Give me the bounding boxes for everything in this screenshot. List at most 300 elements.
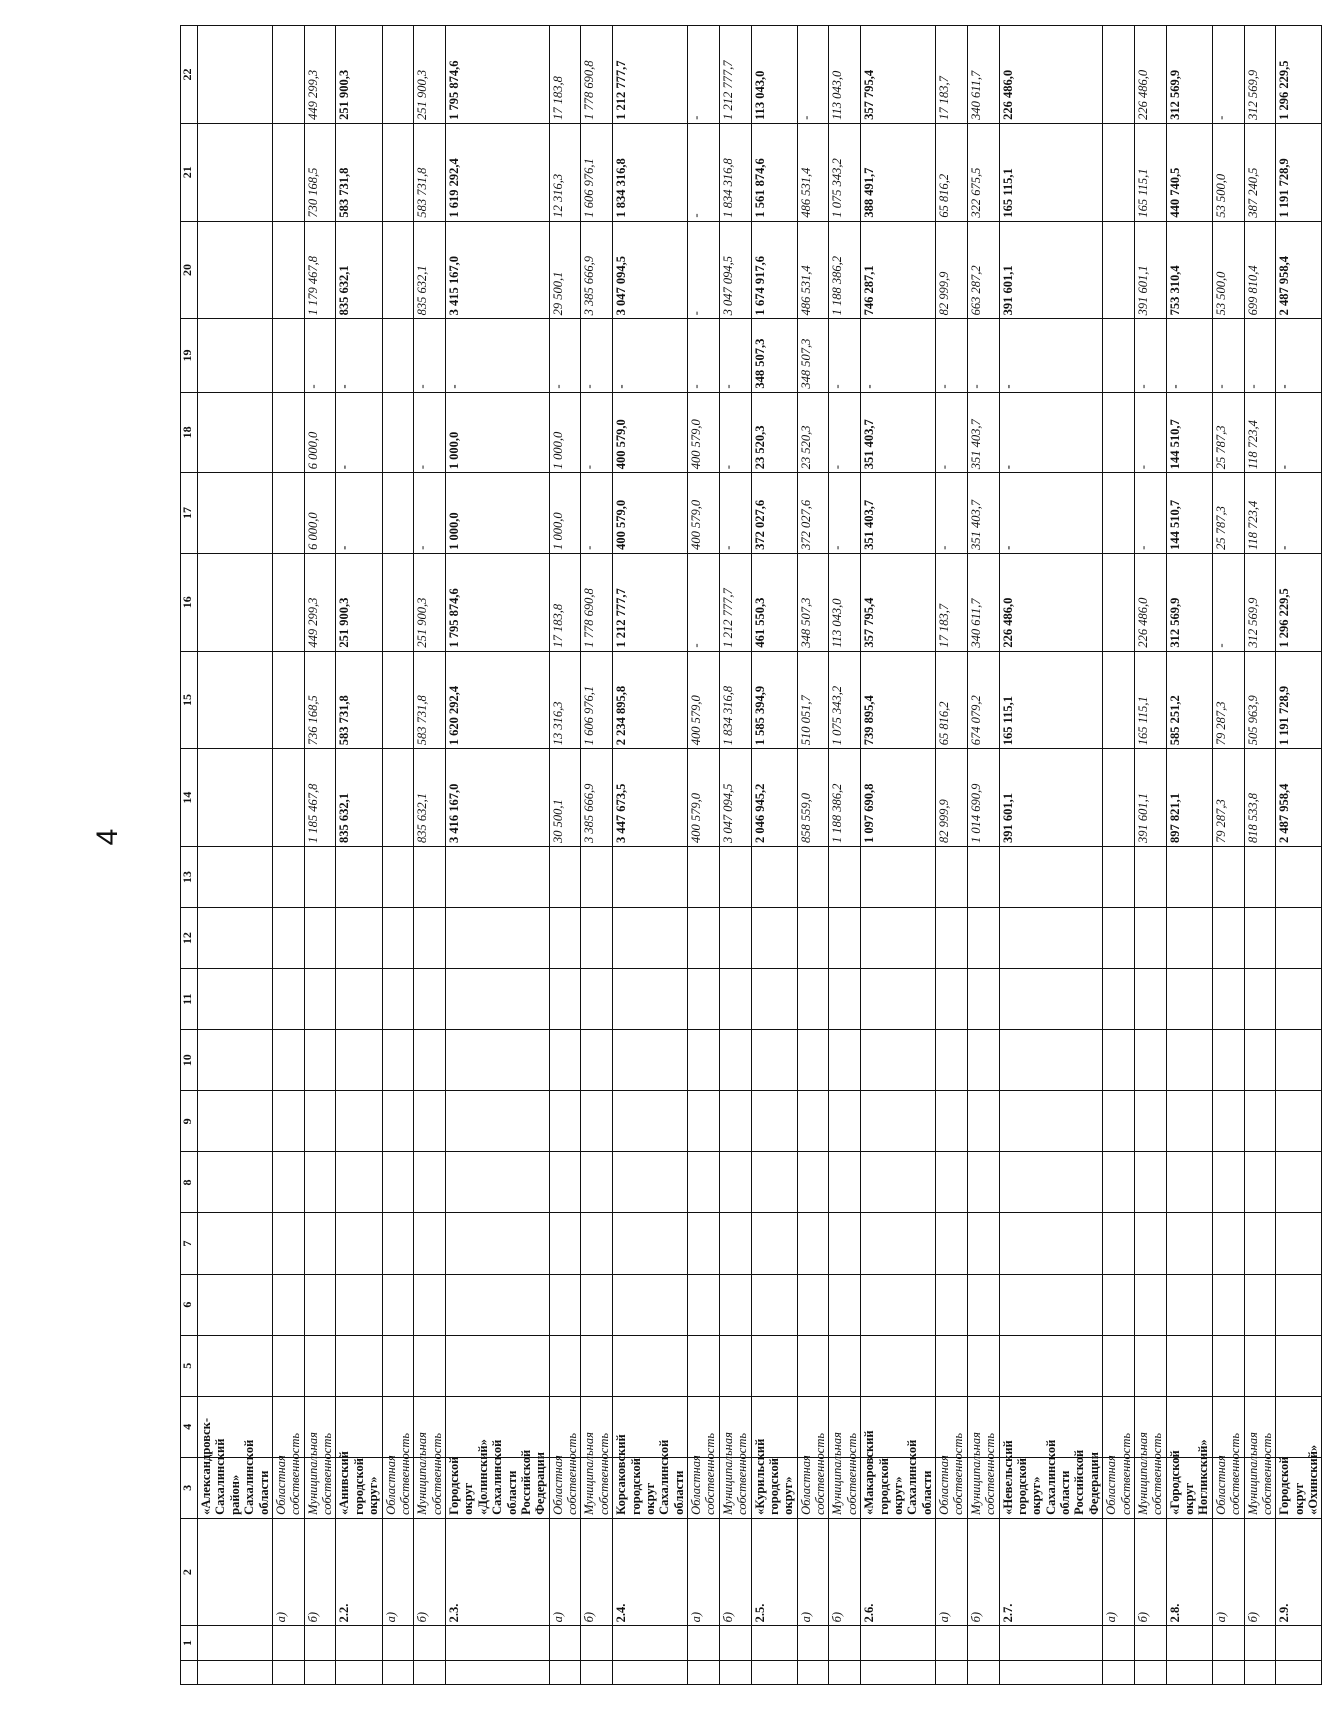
table-cell: 1 620 292,4 [446,651,550,749]
column-header: 5 [181,1335,198,1396]
table-cell [382,908,414,969]
table-cell [967,1335,999,1396]
table-cell [336,1660,382,1684]
table-cell [1244,1152,1276,1213]
table-cell: 835 632,1 [336,749,382,847]
table-cell [414,969,446,1030]
table-cell [719,1626,751,1660]
table-cell [581,1335,613,1396]
table-cell: - [414,392,446,473]
table-cell: - [688,553,720,651]
table-cell [1244,969,1276,1030]
table-cell [719,908,751,969]
table-cell: Муниципальная собственность [1244,1457,1276,1518]
table-cell [1276,1152,1322,1213]
table-cell [967,969,999,1030]
table-cell [336,1030,382,1091]
table-cell: 165 115,1 [999,651,1103,749]
table-cell: 1 179 467,8 [304,221,336,319]
table-cell [613,1030,688,1091]
table-cell [613,847,688,908]
table-cell: 387 240,5 [1244,123,1276,221]
table-cell: 348 507,3 [751,319,797,392]
table-cell [1103,26,1135,124]
table-cell: б) [304,1518,336,1626]
table-cell [1244,908,1276,969]
table-cell: 1 778 690,8 [581,26,613,124]
table-cell [1166,908,1212,969]
table-cell: 583 731,8 [336,123,382,221]
table-cell [549,1213,581,1274]
table-cell [382,1091,414,1152]
table-cell [967,1626,999,1660]
table-cell: Муниципальная собственность [1134,1457,1166,1518]
table-cell: 1 834 316,8 [613,123,688,221]
table-cell [936,1660,968,1684]
table-cell: 351 403,7 [861,392,936,473]
table-cell [861,1030,936,1091]
table-cell: 3 385 666,9 [581,749,613,847]
table-cell: 372 027,6 [797,473,829,554]
table-cell: 1 795 874,6 [446,26,550,124]
table-cell [549,1030,581,1091]
table-cell [613,1626,688,1660]
table-row [549,26,581,1685]
table-cell: 251 900,3 [336,26,382,124]
table-cell: - [1276,319,1322,392]
table-cell [999,1274,1103,1335]
table-cell: - [1276,473,1322,554]
table-cell [613,1274,688,1335]
table-cell [1134,1274,1166,1335]
table-cell [414,1152,446,1213]
table-cell [272,473,304,554]
table-cell [999,969,1103,1030]
table-cell: - [1166,319,1212,392]
column-header: 7 [181,1213,198,1274]
table-row [304,26,336,1685]
table-cell [414,847,446,908]
table-cell [829,1152,861,1213]
table-cell: 1 191 728,9 [1276,123,1322,221]
table-cell: 1 606 976,1 [581,123,613,221]
table-cell: 1 561 874,6 [751,123,797,221]
table-cell: - [1244,319,1276,392]
table-cell [751,1152,797,1213]
table-cell: 400 579,0 [613,392,688,473]
table-cell: 3 416 167,0 [446,749,550,847]
table-cell: 1 191 728,9 [1276,651,1322,749]
table-cell [1103,1335,1135,1396]
table-cell [198,969,273,1030]
table-cell: 1 185 467,8 [304,749,336,847]
table-cell [198,319,273,392]
table-cell: 6 000,0 [304,473,336,554]
table-cell [382,392,414,473]
table-cell [581,1091,613,1152]
table-cell [304,908,336,969]
table-cell [829,1335,861,1396]
table-cell [1103,1152,1135,1213]
table-cell [936,1152,968,1213]
table-cell [719,1030,751,1091]
table-cell: 165 115,1 [1134,651,1166,749]
table-cell [1166,847,1212,908]
table-cell [1103,392,1135,473]
table-cell: «Невельский городской округ» Сахалинской области Российской Федерации [999,1457,1103,1518]
table-cell [446,1274,550,1335]
table-cell [272,1030,304,1091]
table-cell [272,749,304,847]
table-cell [446,1660,550,1684]
table-cell: - [336,392,382,473]
table-cell [272,847,304,908]
rotated-table-container [180,25,1320,1685]
column-header: 11 [181,969,198,1030]
table-cell [751,1626,797,1660]
table-cell: 340 611,7 [967,26,999,124]
table-cell: 2 487 958,4 [1276,749,1322,847]
table-cell: - [967,319,999,392]
table-cell: 858 559,0 [797,749,829,847]
table-cell: 82 999,9 [936,749,968,847]
table-cell: а) [549,1518,581,1626]
table-cell [797,1335,829,1396]
table-cell: - [581,392,613,473]
table-cell: 753 310,4 [1166,221,1212,319]
table-cell: 251 900,3 [414,26,446,124]
column-header: 2 [181,1518,198,1626]
table-cell: 391 601,1 [1134,221,1166,319]
table-cell [613,1660,688,1684]
table-cell [549,1274,581,1335]
table-cell: 25 787,3 [1212,392,1244,473]
table-cell: - [549,319,581,392]
table-cell [336,1396,382,1457]
table-cell [967,1091,999,1152]
table-cell: 65 816,2 [936,651,968,749]
table-cell [936,1213,968,1274]
table-cell: 82 999,9 [936,221,968,319]
table-cell [382,651,414,749]
table-cell: 79 287,3 [1212,651,1244,749]
column-header: 13 [181,847,198,908]
table-cell: 897 821,1 [1166,749,1212,847]
table-row [1166,26,1212,1685]
table-cell: 113 043,0 [829,553,861,651]
table-cell: 165 115,1 [1134,123,1166,221]
table-cell [198,1335,273,1396]
table-cell: - [936,319,968,392]
table-cell: - [581,319,613,392]
table-cell [304,1213,336,1274]
column-header: 6 [181,1274,198,1335]
table-cell [1212,1626,1244,1660]
table-cell: Городской округ «Долинский» Сахалинской области Российской Федерации [446,1457,550,1518]
table-cell: 1 296 229,5 [1276,553,1322,651]
table-cell: - [613,319,688,392]
table-cell: 3 447 673,5 [613,749,688,847]
table-cell: 1 606 976,1 [581,651,613,749]
table-cell [1103,1030,1135,1091]
table-cell [198,1274,273,1335]
table-cell [1134,1213,1166,1274]
table-cell: Муниципальная собственность [829,1457,861,1518]
column-header: 3 [181,1457,198,1518]
table-cell [999,1626,1103,1660]
table-cell [382,749,414,847]
table-cell [382,1152,414,1213]
table-cell [861,969,936,1030]
table-row [688,26,720,1685]
table-cell [999,1213,1103,1274]
table-cell [936,1626,968,1660]
table-cell [272,392,304,473]
table-cell: 1 585 394,9 [751,651,797,749]
table-cell: 583 731,8 [336,651,382,749]
table-cell: 1 000,0 [446,473,550,554]
table-cell [1103,1660,1135,1684]
table-cell [1212,1091,1244,1152]
table-cell: 2.8. [1166,1518,1212,1626]
table-cell [446,1213,550,1274]
table-cell [1244,1030,1276,1091]
table-cell [336,908,382,969]
table-cell: 348 507,3 [797,553,829,651]
column-header: 9 [181,1091,198,1152]
column-header: 17 [181,473,198,554]
table-cell [549,1091,581,1152]
table-cell [446,847,550,908]
table-cell: 251 900,3 [414,553,446,651]
table-cell: 1 296 229,5 [1276,26,1322,124]
table-cell [198,1213,273,1274]
table-cell: 1 000,0 [549,473,581,554]
table-cell [382,969,414,1030]
table-cell [751,908,797,969]
table-cell [1134,1626,1166,1660]
table-cell: 585 251,2 [1166,651,1212,749]
table-cell [967,847,999,908]
table-cell [1103,1626,1135,1660]
table-cell [414,1030,446,1091]
table-cell: 13 316,3 [549,651,581,749]
table-cell: Областная собственность [688,1457,720,1518]
table-cell: 113 043,0 [829,26,861,124]
table-cell [549,1335,581,1396]
table-cell [861,1152,936,1213]
table-cell: - [414,319,446,392]
table-cell [797,1660,829,1684]
table-cell: 3 047 094,5 [719,221,751,319]
table-cell: 312 569,9 [1166,553,1212,651]
table-cell: 1 778 690,8 [581,553,613,651]
table-cell: 2.7. [999,1518,1103,1626]
table-row [336,26,382,1685]
table-cell: Муниципальная собственность [581,1457,613,1518]
table-cell: 2.6. [861,1518,936,1626]
table-cell: - [829,473,861,554]
table-cell: - [304,319,336,392]
table-cell [719,1335,751,1396]
table-cell [613,969,688,1030]
table-cell: 400 579,0 [688,392,720,473]
table-cell [936,969,968,1030]
table-cell [1212,1274,1244,1335]
table-row [797,26,829,1685]
table-row [999,26,1103,1685]
table-cell [688,1626,720,1660]
table-cell [336,1213,382,1274]
table-cell: 3 047 094,5 [613,221,688,319]
table-cell: Областная собственность [549,1457,581,1518]
table-cell [861,1335,936,1396]
table-cell [1134,1335,1166,1396]
table-cell [797,969,829,1030]
table-cell [1103,1274,1135,1335]
table-cell: 1 674 917,6 [751,221,797,319]
table-body [198,26,1322,1685]
column-header: 19 [181,319,198,392]
column-header-spacer [181,1660,198,1684]
table-cell: а) [797,1518,829,1626]
table-cell [198,1518,273,1626]
table-cell: 6 000,0 [304,392,336,473]
table-cell [719,847,751,908]
table-cell: - [1134,473,1166,554]
table-cell: 449 299,3 [304,26,336,124]
table-cell [382,1213,414,1274]
table-cell [751,1030,797,1091]
table-cell [1103,1213,1135,1274]
table-cell: - [336,319,382,392]
table-cell: 2.9. [1276,1518,1322,1626]
table-cell [1166,1091,1212,1152]
table-cell [198,1626,273,1660]
table-cell [1166,969,1212,1030]
table-cell [1103,749,1135,847]
table-cell [382,1335,414,1396]
table-cell [272,1660,304,1684]
table-cell: 400 579,0 [688,651,720,749]
table-cell: 53 500,0 [1212,123,1244,221]
table-cell: 663 287,2 [967,221,999,319]
table-cell [719,1091,751,1152]
table-cell [382,26,414,124]
table-cell: - [688,26,720,124]
table-cell: 400 579,0 [688,749,720,847]
table-row [967,26,999,1685]
table-cell: 739 895,4 [861,651,936,749]
table-cell [1103,221,1135,319]
table-cell [272,1626,304,1660]
table-cell [272,908,304,969]
table-cell: Областная собственность [382,1457,414,1518]
table-cell [1212,847,1244,908]
table-cell: 23 520,3 [797,392,829,473]
table-cell: 400 579,0 [688,473,720,554]
table-cell: 2 234 895,8 [613,651,688,749]
table-cell [829,1660,861,1684]
table-cell: 12 316,3 [549,123,581,221]
table-cell [272,1091,304,1152]
table-cell: Муниципальная собственность [719,1457,751,1518]
table-cell: - [936,473,968,554]
table-cell [272,221,304,319]
table-cell: 348 507,3 [797,319,829,392]
table-cell [198,651,273,749]
table-cell: - [936,392,968,473]
table-cell: 2 487 958,4 [1276,221,1322,319]
table-cell [999,847,1103,908]
column-header: 12 [181,908,198,969]
table-cell: - [688,123,720,221]
table-cell: 1 075 343,2 [829,651,861,749]
table-cell [198,749,273,847]
table-cell [936,1030,968,1091]
table-cell: - [1276,392,1322,473]
table-cell: - [1212,26,1244,124]
table-cell: 1 212 777,7 [613,553,688,651]
table-cell: 2 046 945,2 [751,749,797,847]
table-cell: - [719,392,751,473]
table-cell [829,1091,861,1152]
table-cell [272,26,304,124]
table-cell [1276,1091,1322,1152]
table-cell [382,123,414,221]
table-cell [336,969,382,1030]
table-cell: 118 723,4 [1244,392,1276,473]
table-cell: а) [688,1518,720,1626]
table-cell [1103,651,1135,749]
table-cell: - [999,319,1103,392]
table-cell [198,473,273,554]
table-cell [1244,1626,1276,1660]
table-cell [688,1274,720,1335]
table-cell [1244,1660,1276,1684]
table-cell [1276,969,1322,1030]
table-cell: - [797,26,829,124]
table-row [1212,26,1244,1685]
table-cell: - [336,473,382,554]
table-cell: Городской округ «Охинский» [1276,1457,1322,1518]
table-cell [272,651,304,749]
table-cell [304,847,336,908]
table-cell: 312 569,9 [1244,26,1276,124]
table-cell [446,908,550,969]
table-cell [336,1274,382,1335]
table-cell [719,969,751,1030]
table-cell [304,1274,336,1335]
table-cell [751,847,797,908]
table-cell [1244,1091,1276,1152]
table-cell [797,847,829,908]
table-cell: 835 632,1 [336,221,382,319]
table-cell [272,969,304,1030]
table-cell [336,1626,382,1660]
table-cell: - [1212,319,1244,392]
column-header: 14 [181,749,198,847]
table-cell: Корсаковский городской округ Сахалинской области [613,1457,688,1518]
table-cell: «Городской округ Ногликский» [1166,1457,1212,1518]
table-cell: 17 183,7 [936,26,968,124]
table-cell [861,1213,936,1274]
table-cell [1212,969,1244,1030]
table-cell: а) [1103,1518,1135,1626]
table-cell [1103,319,1135,392]
table-cell: - [829,319,861,392]
table-cell [613,1152,688,1213]
